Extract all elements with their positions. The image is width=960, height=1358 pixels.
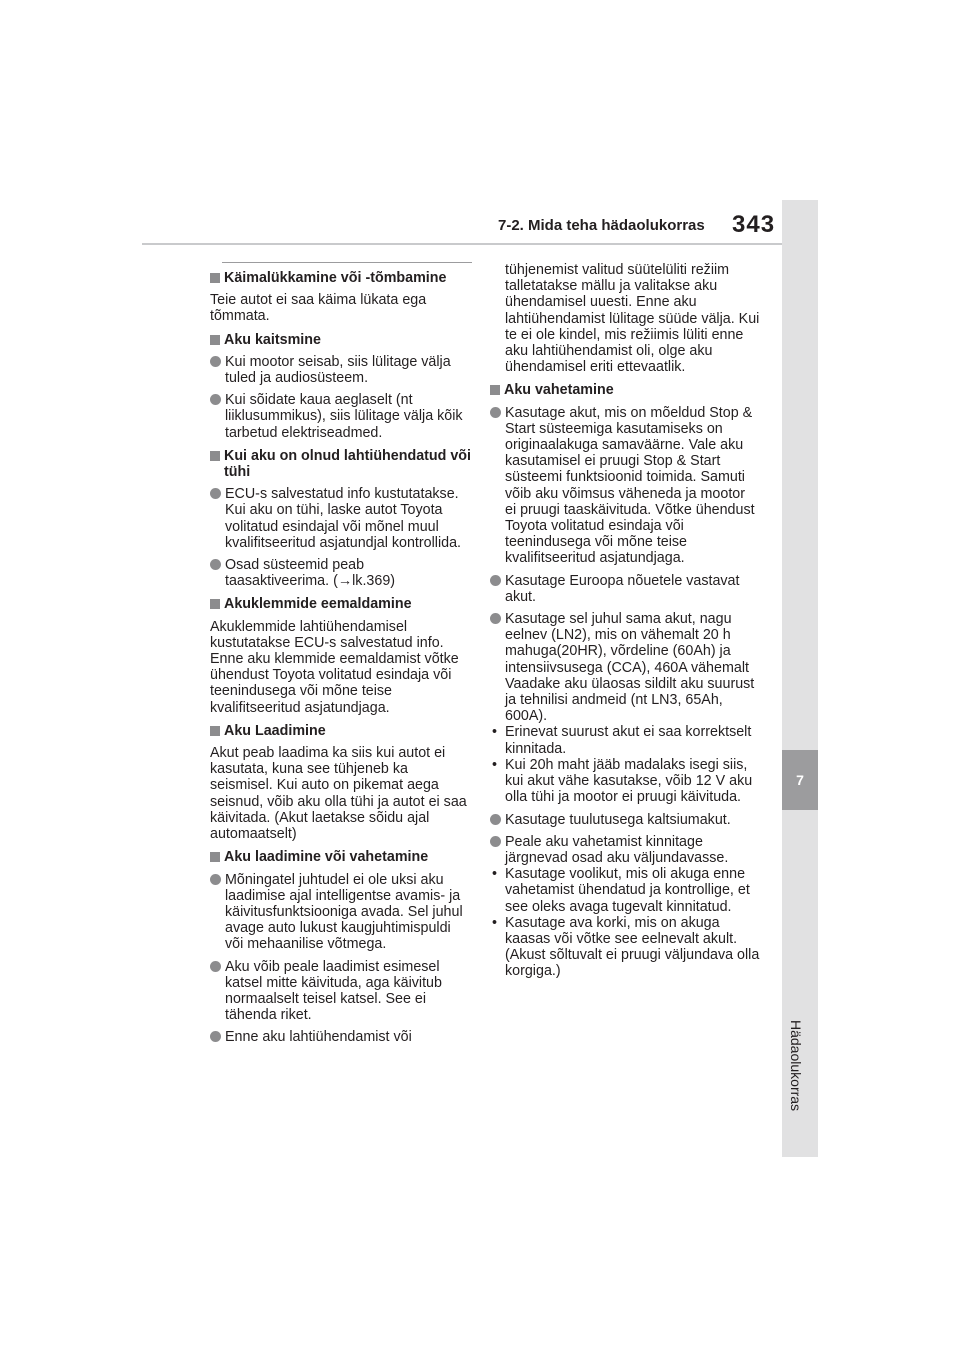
- bullet-item: Kui mootor seisab, siis lülitage välja tuled ja audiosüsteem.: [210, 354, 472, 386]
- heading-terminal-removal: Akuklemmide eemaldamine: [210, 596, 472, 612]
- bullet-item: Kasutage sel juhul sama akut, nagu eelnev (LN2), mis on vähemalt 20 h mahuga(20HR), võrdeline (60Ah) ja intensiivsusega (CCA), 460A vähemalt Vaadake aku ülaosas sildilt aku suurust ja tehnilisi andmeid (nt LN3, 65Ah, 600A).: [490, 611, 760, 724]
- heading-push-start: Käimalükkamine või -tõmbamine: [210, 270, 472, 286]
- bullet-item: Osad süsteemid peab taasaktiveerima. (→lk.369): [210, 557, 472, 589]
- dash-item: • Erinevat suurust akut ei saa korrektselt kinnitada.: [492, 724, 752, 757]
- round-bullet-icon: [210, 394, 221, 405]
- square-bullet-icon: [210, 599, 220, 609]
- paragraph: Teie autot ei saa käima lükata ega tõmmata.: [210, 292, 427, 325]
- square-bullet-icon: [210, 273, 220, 283]
- dash-bullet-icon: •: [492, 914, 498, 931]
- dash-bullet-icon: •: [492, 866, 498, 883]
- bullet-item: ECU-s salvestatud info kustutatakse. Kui aku on tühi, laske autot Toyota volitatud esindajal või mõnel muul kvalifitseeritud asjatundjal kontrollida.: [210, 486, 472, 551]
- round-bullet-icon: [210, 1031, 221, 1042]
- paragraph: Akut peab laadima ka siis kui autot ei kasutata, kuna see tühjeneb ka seismisel. Kui auto on pikemat aega seisnud, võib aku olla tühi ja autot ei saa käivitada. (Akut laetakse sõidu ajal automaatselt): [210, 745, 467, 843]
- paragraph: Akuklemmide lahtiühendamisel kustutatakse ECU-s salvestatud info. Enne aku klemmide eemaldamist võtke ühendust Toyota volitatud esindaja või teenindusega või mõne teise kvalifitseeritud asjatundjaga.: [210, 618, 459, 716]
- heading-charging-or-replacing: Aku laadimine või vahetamine: [210, 849, 472, 865]
- heading-battery-charging: Aku Laadimine: [210, 723, 472, 739]
- square-bullet-icon: [210, 852, 220, 862]
- chapter-number: 7: [782, 750, 818, 810]
- round-bullet-icon: [490, 575, 501, 586]
- dash-item: • Kasutage voolikut, mis oli akuga enne vahetamist ühendatud ja kontrollige, et see oleks avaga tugevalt kinnitatud.: [492, 866, 750, 915]
- square-bullet-icon: [490, 385, 500, 395]
- bullet-item: Kasutage tuulutusega kaltsiumakut.: [490, 812, 760, 828]
- heading-battery-protection: Aku kaitsmine: [210, 332, 472, 348]
- round-bullet-icon: [210, 488, 221, 499]
- dash-item: • Kasutage ava korki, mis on akuga kaasas või võtke see eelnevalt akult. (Akust sõltuvalt ei pruugi väljundava olla korgiga.): [492, 914, 760, 980]
- square-bullet-icon: [210, 726, 220, 736]
- heading-battery-replacement: Aku vahetamine: [490, 382, 760, 398]
- right-column: [490, 262, 760, 980]
- bullet-item: Peale aku vahetamist kinnitage järgnevad osad aku väljundavasse.: [490, 834, 760, 866]
- round-bullet-icon: [210, 356, 221, 367]
- chapter-side-tab: [782, 200, 818, 1157]
- dash-bullet-icon: •: [492, 756, 498, 773]
- dash-bullet-icon: •: [492, 724, 498, 741]
- round-bullet-icon: [210, 961, 221, 972]
- bullet-item: Kasutage Euroopa nõuetele vastavat akut.: [490, 573, 760, 605]
- round-bullet-icon: [490, 407, 501, 418]
- paragraph: tühjenemist valitud süütelüliti režiim talletatakse mällu ja valitakse aku ühendamisel uuesti. Enne aku lahtiühendamist lülitage süüde välja. Kui te ei ole kindel, mis režiimis lüliti enne aku lahtiühendamist oli, olge aku ühendamisel eriti ettevaatlik.: [505, 262, 760, 376]
- heading-battery-disconnected: Kui aku on olnud lahtiühendatud või tühi: [210, 448, 472, 480]
- left-column: [210, 262, 472, 1052]
- round-bullet-icon: [490, 613, 501, 624]
- page-number: 343: [732, 211, 776, 238]
- column-divider: [222, 262, 472, 263]
- square-bullet-icon: [210, 451, 220, 461]
- round-bullet-icon: [490, 814, 501, 825]
- header-rule: [142, 243, 782, 245]
- bullet-item: Mõningatel juhtudel ei ole uksi aku laadimise ajal intelligentse avamis- ja käivitusfunktsiooniga avada. Sel juhul avage auto lukust kaugjuhtimispuldi või mehaanilise võtmega.: [210, 872, 472, 953]
- round-bullet-icon: [210, 559, 221, 570]
- bullet-item: Kasutage akut, mis on mõeldud Stop & Start süsteemiga kasutamiseks on originaalakuga samaväärne. Vale aku kasutamisel ei pruugi Stop & Start süsteemi funktsioonid toimida. Samuti võib aku võimsus väheneda ja mootor ei pruugi taaskäivituda. Võtke ühendust Toyota volitatud esindaja või teenindusega või mõne teise kvalifitseeritud asjatundjaga.: [490, 405, 760, 567]
- dash-item: • Kui 20h maht jääb madalaks isegi siis, kui akut vähe kasutakse, võib 12 V aku olla tühi ja mootor ei pruugi käivituda.: [492, 756, 753, 806]
- section-title: 7-2. Mida teha hädaolukorras: [498, 217, 705, 234]
- round-bullet-icon: [490, 836, 501, 847]
- bullet-item: Kui sõidate kaua aeglaselt (nt liiklusummikus), siis lülitage välja kõik tarbetud elektriseadmed.: [210, 392, 472, 441]
- bullet-item: Enne aku lahtiühendamist või: [210, 1029, 472, 1045]
- chapter-label: Hädaolukorras: [788, 1020, 804, 1112]
- bullet-item: Aku võib peale laadimist esimesel katsel mitte käivituda, aga käivitub normaalselt teisel katsel. See ei tähenda riket.: [210, 959, 472, 1024]
- round-bullet-icon: [210, 874, 221, 885]
- square-bullet-icon: [210, 335, 220, 345]
